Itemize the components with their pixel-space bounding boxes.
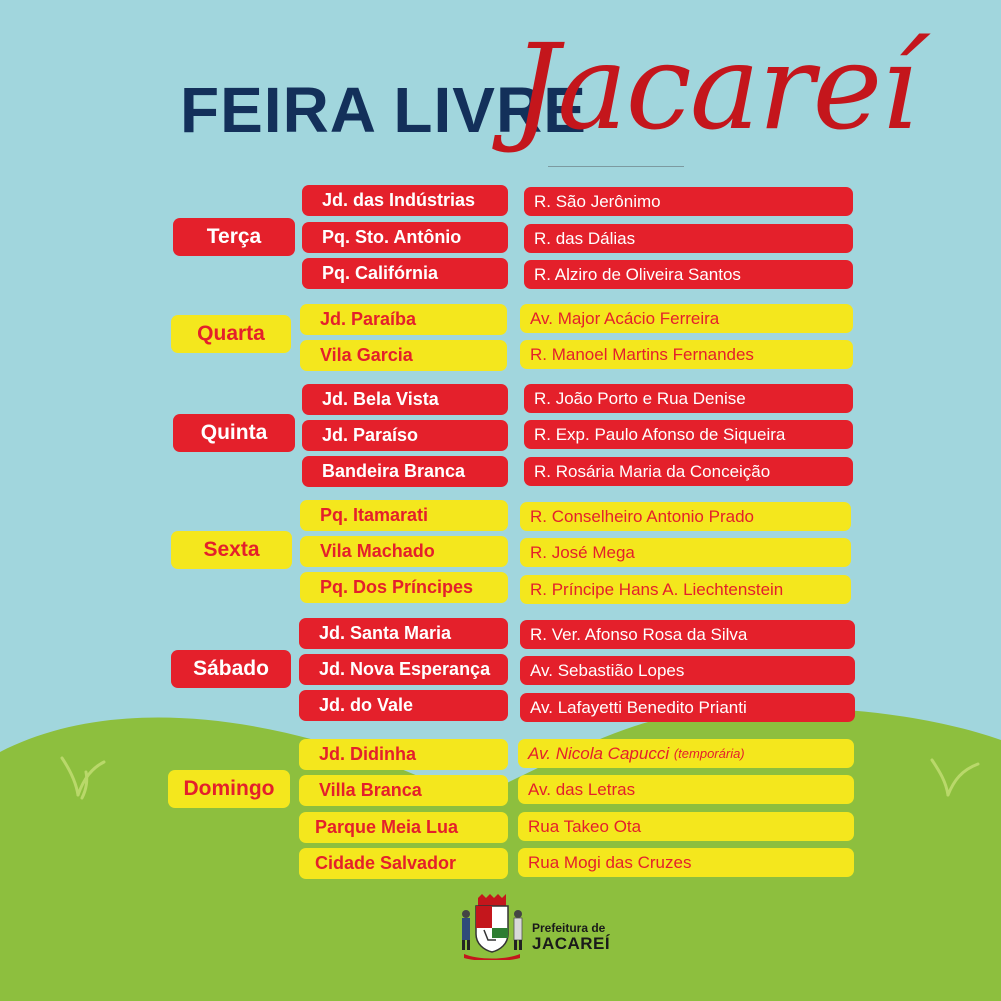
street-label: R. Rosária Maria da Conceição: [524, 457, 853, 486]
street-label: R. José Mega: [520, 538, 851, 567]
neighborhood-label: Parque Meia Lua: [299, 812, 508, 843]
day-label: Domingo: [168, 770, 290, 808]
neighborhood-label: Jd. Paraíba: [300, 304, 507, 335]
street-label: Av. Lafayetti Benedito Prianti: [520, 693, 855, 722]
neighborhood-label: Cidade Salvador: [299, 848, 508, 879]
street-label: R. João Porto e Rua Denise: [524, 384, 853, 413]
street-label: R. Alziro de Oliveira Santos: [524, 260, 853, 289]
day-label: Quinta: [173, 414, 295, 452]
street-label: Av. Major Acácio Ferreira: [520, 304, 853, 333]
neighborhood-label: Pq. Califórnia: [302, 258, 508, 289]
neighborhood-label: Jd. Santa Maria: [299, 618, 508, 649]
prefeitura-logo-text: [532, 922, 610, 952]
neighborhood-label: Pq. Itamarati: [300, 500, 508, 531]
day-label: Sábado: [171, 650, 291, 688]
neighborhood-label: Jd. Paraíso: [302, 420, 508, 451]
street-label: [518, 739, 854, 768]
street-label: Rua Mogi das Cruzes: [518, 848, 854, 877]
neighborhood-label: Villa Branca: [299, 775, 508, 806]
street-label: Av. das Letras: [518, 775, 854, 804]
logo-line1: Prefeitura de: [532, 921, 606, 935]
neighborhood-label: Jd. das Indústrias: [302, 185, 508, 216]
neighborhood-label: Vila Machado: [300, 536, 508, 567]
neighborhood-label: Bandeira Branca: [302, 456, 508, 487]
neighborhood-label: Jd. Didinha: [299, 739, 508, 770]
street-label: R. Exp. Paulo Afonso de Siqueira: [524, 420, 853, 449]
neighborhood-label: Jd. Bela Vista: [302, 384, 508, 415]
street-label: R. Ver. Afonso Rosa da Silva: [520, 620, 855, 649]
day-label: Terça: [173, 218, 295, 256]
neighborhood-label: Pq. Dos Príncipes: [300, 572, 508, 603]
page-title: FEIRA LIVRE: [180, 74, 587, 146]
street-label: R. das Dálias: [524, 224, 853, 253]
street-name: Av. Nicola Capucci: [528, 743, 670, 763]
street-note: (temporária): [673, 746, 745, 761]
day-label: Sexta: [171, 531, 292, 569]
street-label: R. Manoel Martins Fernandes: [520, 340, 853, 369]
coat-of-arms-icon: [458, 894, 526, 960]
street-label: R. Conselheiro Antonio Prado: [520, 502, 851, 531]
neighborhood-label: Pq. Sto. Antônio: [302, 222, 508, 253]
street-label: Rua Takeo Ota: [518, 812, 854, 841]
street-label: R. Príncipe Hans A. Liechtenstein: [520, 575, 851, 604]
neighborhood-label: Jd. do Vale: [299, 690, 508, 721]
neighborhood-label: Jd. Nova Esperança: [299, 654, 508, 685]
title-divider: [548, 166, 684, 167]
day-label: Quarta: [171, 315, 291, 353]
neighborhood-label: Vila Garcia: [300, 340, 507, 371]
logo-line2: JACAREÍ: [532, 933, 611, 953]
page-title-script: Jacareí: [512, 18, 917, 156]
street-label: R. São Jerônimo: [524, 187, 853, 216]
street-label: Av. Sebastião Lopes: [520, 656, 855, 685]
